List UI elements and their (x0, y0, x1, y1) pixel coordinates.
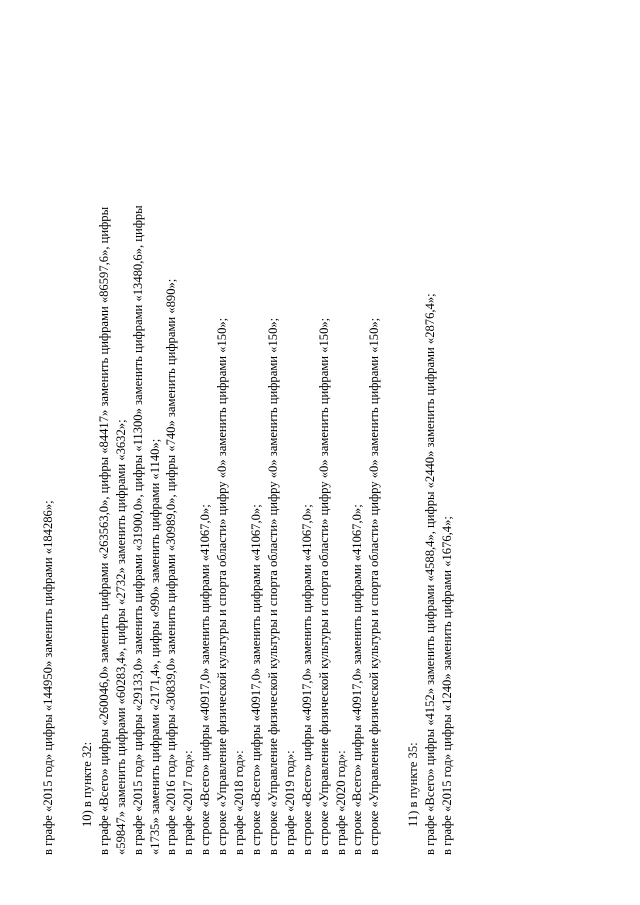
paragraph-gap (57, 35, 79, 855)
text-line: в графе «Всего» цифры «4152» заменить цифрами «4588,4», цифры «2440» заменить цифрами «2876,4»; (423, 293, 438, 855)
text-line: в графе «2020 год»: (333, 750, 348, 855)
text-line: в графе «2015 год» цифры «1240» заменить цифрами «1676,4»; (440, 516, 455, 855)
text-line: «1735» заменить цифрами «2171,4», цифры «990» заменить цифрами «1140»; (147, 438, 162, 855)
text-line: в строке «Управление физической культуры и спорта области» цифру «0» заменить цифрами «150»; (215, 317, 230, 855)
text-line: в графе «2017 год»: (181, 750, 196, 855)
text-line: в графе «Всего» цифры «260046,0» заменить цифрами «263563,0», цифры «84417» заменить цифрами «86597,6», цифры (96, 206, 111, 855)
text-line: в графе «2018 год»: (232, 750, 247, 855)
text-line: «59847» заменить цифрами «60283,4», цифры «2732» заменить цифрами «3632»; (113, 419, 128, 855)
item-heading: 10) в пункте 32: (79, 741, 94, 827)
text-line: в строке «Управление физической культуры и спорта области» цифру «0» заменить цифрами «150»; (265, 317, 280, 855)
text-line: в графе «2015 год» цифры «144950» заменить цифрами «184286»; (41, 500, 55, 855)
text-line: в строке «Всего» цифры «40917,0» заменить цифрами «41067,0»; (248, 504, 263, 855)
text-line: в графе «2019 год»: (282, 750, 297, 855)
text-line: в строке «Всего» цифры «40917,0» заменить цифрами «41067,0»; (299, 504, 314, 855)
paragraph-gap (383, 35, 405, 855)
text-line: в строке «Управление физической культуры и спорта области» цифру «0» заменить цифрами «150»; (316, 317, 331, 855)
document-body (40, 35, 456, 855)
text-line: в строке «Всего» цифры «40917,0» заменить цифрами «41067,0»; (350, 504, 365, 855)
item-heading: 11) в пункте 35: (406, 742, 421, 827)
text-line: в строке «Управление физической культуры и спорта области» цифру «0» заменить цифрами «150»; (367, 317, 382, 855)
text-line: в графе «2016 год» цифры «30839,0» заменить цифрами «30989,0», цифры «740» заменить цифрами «890»; (164, 278, 179, 855)
text-line: в графе «2015 год» цифры «29133,0» заменить цифрами «31900,0», цифры «11300» заменить цифрами «13480,6», цифры (130, 205, 145, 855)
text-line: в строке «Всего» цифры «40917,0» заменить цифрами «41067,0»; (198, 504, 213, 855)
